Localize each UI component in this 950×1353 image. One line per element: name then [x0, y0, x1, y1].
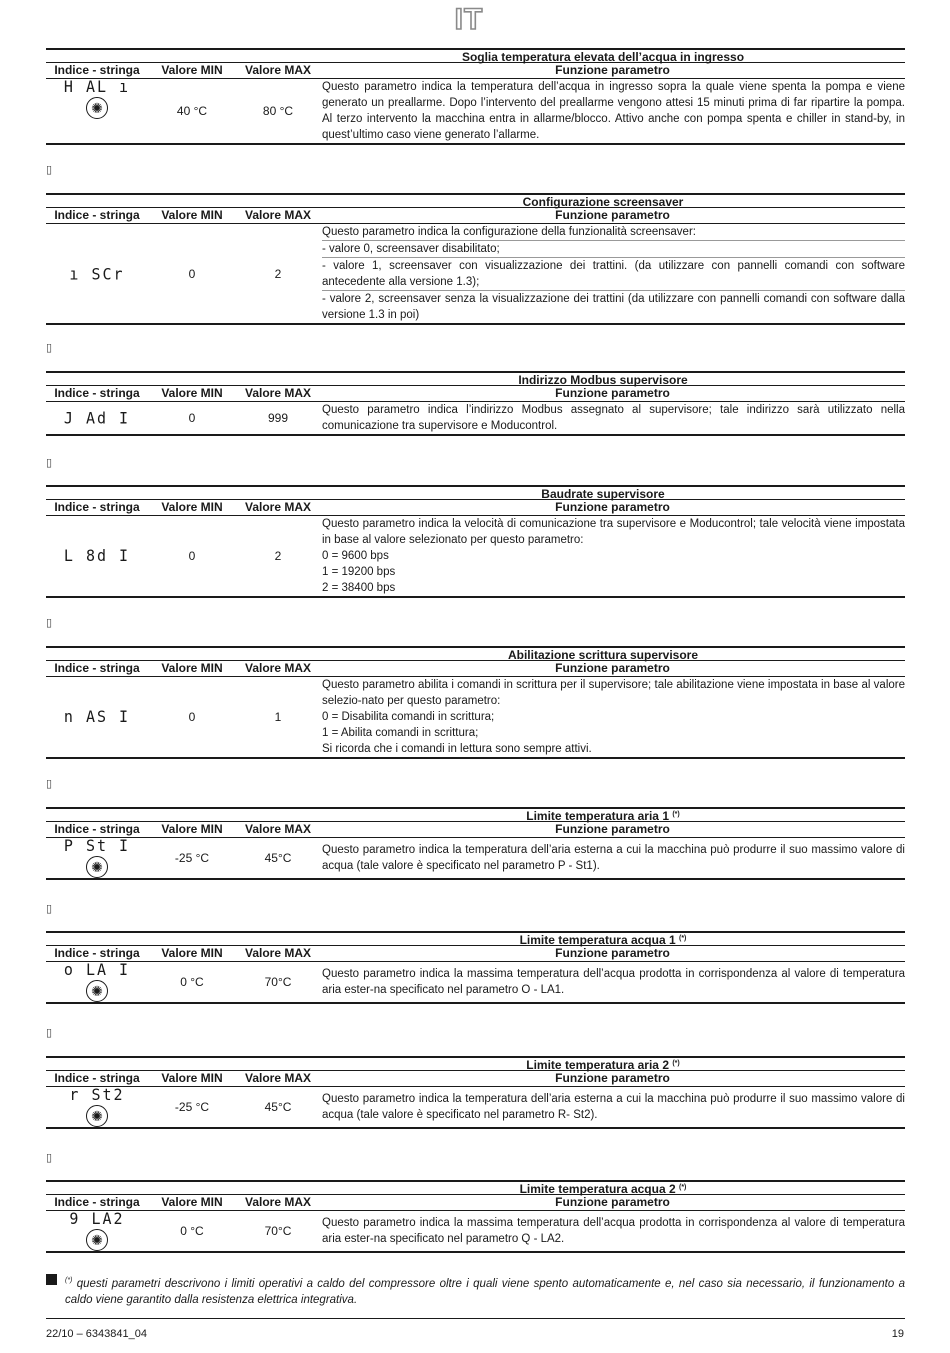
- parameter-code: ı SCr: [69, 264, 125, 283]
- col-min-header: Valore MIN: [161, 208, 223, 222]
- description-line: Si ricorda che i comandi in lettura sono sempre attivi.: [322, 743, 592, 755]
- placeholder-glyph-icon: ▯: [46, 1026, 53, 1039]
- min-value: 0: [188, 266, 196, 281]
- table-header: [46, 386, 905, 402]
- col-max-header: Valore MAX: [244, 1071, 312, 1085]
- index-cell: [46, 838, 148, 878]
- max-value: 45°C: [264, 851, 292, 865]
- function-description: [320, 516, 905, 596]
- placeholder-glyph-icon: ▯: [46, 777, 53, 790]
- col-function-header: Funzione parametro: [555, 63, 670, 77]
- function-description: [320, 677, 905, 757]
- asterisk-note-ref: (*): [672, 811, 680, 818]
- sun-icon: ✺: [86, 1229, 108, 1251]
- description-line: Questo parametro abilita i comandi in scrittura per il supervisore; tale abilitazione viene impostata in base al valore selezio-nato per questo parametro:: [322, 679, 905, 707]
- function-description: [320, 79, 905, 143]
- footer-divider: [46, 1318, 905, 1319]
- max-value: 80 °C: [262, 104, 294, 118]
- table-row: [46, 79, 905, 145]
- table-row: [46, 224, 905, 325]
- section-title: Soglia temperatura elevata dell’acqua in ingresso: [46, 48, 905, 63]
- footer-doc-code: 22/10 – 6343841_04: [46, 1328, 147, 1340]
- col-function-header: Funzione parametro: [555, 500, 670, 514]
- description-line: 2 = 38400 bps: [322, 582, 396, 594]
- sun-icon: ✺: [86, 1105, 108, 1127]
- col-index-header: Indice - stringa: [54, 63, 140, 77]
- section-title: Configurazione screensaver: [46, 193, 905, 208]
- col-min-header: Valore MIN: [161, 1195, 223, 1209]
- parameter-code: o LA I: [63, 960, 131, 980]
- parameter-code: L 8d I: [63, 546, 131, 566]
- max-value: 999: [267, 411, 289, 425]
- col-index-header: Indice - stringa: [54, 661, 140, 675]
- col-min-header: Valore MIN: [161, 63, 223, 77]
- col-index-header: Indice - stringa: [54, 208, 140, 222]
- col-max-header: Valore MAX: [244, 822, 312, 836]
- language-badge: IT: [454, 3, 484, 36]
- description-line: Questo parametro indica la velocità di comunicazione tra supervisore e Moducontrol; tale velocità viene impostata in base al valore selezionato per questo parametro:: [322, 518, 905, 546]
- description-line: Questo parametro indica la temperatura dell’aria esterna a cui la macchina può produrre il suo massimo valore di acqua (tale valore è specificato nel parametro R- St2).: [322, 1093, 905, 1121]
- index-cell: [46, 677, 148, 757]
- sun-icon: ✺: [86, 97, 108, 119]
- min-value: 0: [188, 710, 196, 724]
- section-title: Abilitazione scrittura supervisore: [46, 646, 905, 661]
- function-description: [320, 1091, 905, 1123]
- table-row: [46, 1211, 905, 1253]
- max-value: 70°C: [264, 975, 292, 989]
- index-cell: [46, 962, 148, 1002]
- col-max-header: Valore MAX: [244, 63, 312, 77]
- parameter-code: r St2: [69, 1085, 125, 1105]
- footnote: [46, 1273, 905, 1306]
- col-min-header: Valore MIN: [161, 500, 223, 514]
- parameter-code: 9 LA2: [69, 1209, 125, 1229]
- description-line: Questo parametro indica la massima temperatura dell’acqua prodotta in corrispondenza al valore di temperatura aria ester-na specificato nel parametro Q - LA2.: [322, 1217, 905, 1245]
- description-line: Questo parametro indica la configurazione della funzionalità screensaver:: [322, 226, 696, 238]
- table-header: [46, 500, 905, 516]
- sun-icon: ✺: [86, 980, 108, 1002]
- index-cell: [46, 516, 148, 596]
- description-line: 1 = Abilita comandi in scrittura;: [322, 727, 479, 739]
- placeholder-glyph-icon: ▯: [46, 616, 53, 629]
- max-value: 1: [274, 710, 282, 724]
- index-cell: [46, 1211, 148, 1251]
- section-title: Limite temperatura acqua 1 (*): [46, 931, 905, 946]
- function-description: [320, 966, 905, 998]
- table-row: [46, 1087, 905, 1129]
- col-min-header: Valore MIN: [161, 386, 223, 400]
- max-value: 2: [274, 266, 282, 281]
- col-min-header: Valore MIN: [161, 1071, 223, 1085]
- min-value: -25 °C: [174, 1100, 210, 1114]
- description-line: - valore 2, screensaver senza la visualizzazione dei trattini (da utilizzare con pannelli comandi con software dalla versione 1.3 in poi): [322, 290, 905, 323]
- col-function-header: Funzione parametro: [555, 1195, 670, 1209]
- description-line: - valore 0, screensaver disabilitato;: [322, 240, 905, 257]
- table-header: [46, 1195, 905, 1211]
- parameter-code: J Ad I: [63, 408, 131, 428]
- param-section: [46, 1180, 905, 1253]
- min-value: 0 °C: [180, 975, 204, 989]
- parameter-code: n AS I: [63, 707, 131, 727]
- col-max-header: Valore MAX: [244, 500, 312, 514]
- parameter-code: H AL ı: [63, 77, 131, 97]
- col-index-header: Indice - stringa: [54, 1071, 140, 1085]
- col-function-header: Funzione parametro: [555, 1071, 670, 1085]
- table-header: [46, 946, 905, 962]
- table-header: [46, 661, 905, 677]
- col-function-header: Funzione parametro: [555, 661, 670, 675]
- param-section: [46, 1056, 905, 1129]
- col-max-header: Valore MAX: [244, 946, 312, 960]
- placeholder-glyph-icon: ▯: [46, 902, 53, 915]
- function-description: [320, 1215, 905, 1247]
- asterisk-note-ref: (*): [679, 935, 687, 942]
- col-function-header: Funzione parametro: [555, 208, 670, 222]
- param-section: [46, 807, 905, 880]
- col-max-header: Valore MAX: [244, 208, 312, 222]
- min-value: 0 °C: [180, 1224, 204, 1238]
- min-value: 0: [188, 411, 196, 425]
- min-value: -25 °C: [174, 851, 210, 865]
- col-min-header: Valore MIN: [161, 661, 223, 675]
- table-row: [46, 677, 905, 759]
- table-row: [46, 838, 905, 880]
- description-line: 1 = 19200 bps: [322, 566, 396, 578]
- param-section: [46, 48, 905, 145]
- function-description: [320, 842, 905, 874]
- table-row: [46, 962, 905, 1004]
- description-line: Questo parametro indica la massima temperatura dell’acqua prodotta in corrispondenza al valore di temperatura aria ester-na specificato nel parametro O - LA1.: [322, 968, 905, 996]
- param-section: [46, 371, 905, 436]
- col-index-header: Indice - stringa: [54, 1195, 140, 1209]
- asterisk-note-ref: (*): [672, 1060, 680, 1067]
- col-function-header: Funzione parametro: [555, 946, 670, 960]
- col-max-header: Valore MAX: [244, 386, 312, 400]
- table-row: [46, 402, 905, 436]
- note-square-icon: [46, 1274, 57, 1285]
- col-index-header: Indice - stringa: [54, 386, 140, 400]
- section-title: Limite temperatura aria 1 (*): [46, 807, 905, 822]
- param-section: [46, 646, 905, 759]
- table-header: [46, 208, 905, 224]
- col-index-header: Indice - stringa: [54, 822, 140, 836]
- note-text: (*) questi parametri descrivono i limiti operativi a caldo del compressore oltre i quali viene spento automaticamente e, nel caso sia necessario, il funzionamento a caldo viene garantito dalla resistenza elettrica integrativa.: [65, 1277, 905, 1306]
- placeholder-glyph-icon: ▯: [46, 1151, 53, 1164]
- description-line: Questo parametro indica la temperatura dell’acqua in ingresso sopra la quale viene spenta la pompa e viene generato un preallarme. Dopo l’intervento del preallarme vengono attesi 15 minuti prima di far ripartire la pompa. Al terzo intervento la macchina entra in allarme/blocco. Attivo anche con pompa spenta e chiller in stand-by, in quest’ultimo caso viene generato l’allarme.: [322, 81, 905, 141]
- section-title: Limite temperatura acqua 2 (*): [46, 1180, 905, 1195]
- index-cell: [46, 1087, 148, 1127]
- section-title: Baudrate supervisore: [46, 485, 905, 500]
- min-value: 40 °C: [176, 104, 208, 118]
- placeholder-glyph-icon: ▯: [46, 456, 53, 469]
- index-cell: [46, 402, 148, 434]
- col-min-header: Valore MIN: [161, 822, 223, 836]
- placeholder-glyph-icon: ▯: [46, 163, 53, 176]
- table-header: [46, 822, 905, 838]
- param-section: [46, 931, 905, 1004]
- placeholder-glyph-icon: ▯: [46, 341, 53, 354]
- section-title: Limite temperatura aria 2 (*): [46, 1056, 905, 1071]
- col-function-header: Funzione parametro: [555, 822, 670, 836]
- col-index-header: Indice - stringa: [54, 500, 140, 514]
- description-line: 0 = 9600 bps: [322, 550, 389, 562]
- table-row: [46, 516, 905, 598]
- sun-icon: ✺: [86, 856, 108, 878]
- function-description: [320, 402, 905, 434]
- section-title: Indirizzo Modbus supervisore: [46, 371, 905, 386]
- param-section: [46, 485, 905, 598]
- col-max-header: Valore MAX: [244, 661, 312, 675]
- function-description: [320, 224, 905, 323]
- description-line: 0 = Disabilita comandi in scrittura;: [322, 711, 495, 723]
- asterisk-note-ref: (*): [679, 1184, 687, 1191]
- col-max-header: Valore MAX: [244, 1195, 312, 1209]
- col-function-header: Funzione parametro: [555, 386, 670, 400]
- parameter-code: P St I: [63, 836, 131, 856]
- index-cell: [46, 224, 148, 323]
- description-line: Questo parametro indica l’indirizzo Modbus assegnato al supervisore; tale indirizzo sarà utilizzato nella comunicazione tra supervisore e Moducontrol.: [322, 404, 905, 432]
- index-cell: [46, 79, 148, 143]
- table-header: [46, 1071, 905, 1087]
- max-value: 2: [274, 549, 282, 563]
- description-line: Questo parametro indica la temperatura dell’aria esterna a cui la macchina può produrre il suo massimo valore di acqua (tale valore è specificato nel parametro P - St1).: [322, 844, 905, 872]
- min-value: 0: [188, 549, 196, 563]
- max-value: 70°C: [264, 1224, 292, 1238]
- page-number: 19: [891, 1328, 904, 1340]
- col-min-header: Valore MIN: [161, 946, 223, 960]
- max-value: 45°C: [264, 1100, 292, 1114]
- param-section: [46, 193, 905, 325]
- description-line: - valore 1, screensaver con visualizzazione dei trattini. (da utilizzare con pannelli comandi con software antecedente alla versione 1.3);: [322, 257, 905, 290]
- col-index-header: Indice - stringa: [54, 946, 140, 960]
- table-header: [46, 63, 905, 79]
